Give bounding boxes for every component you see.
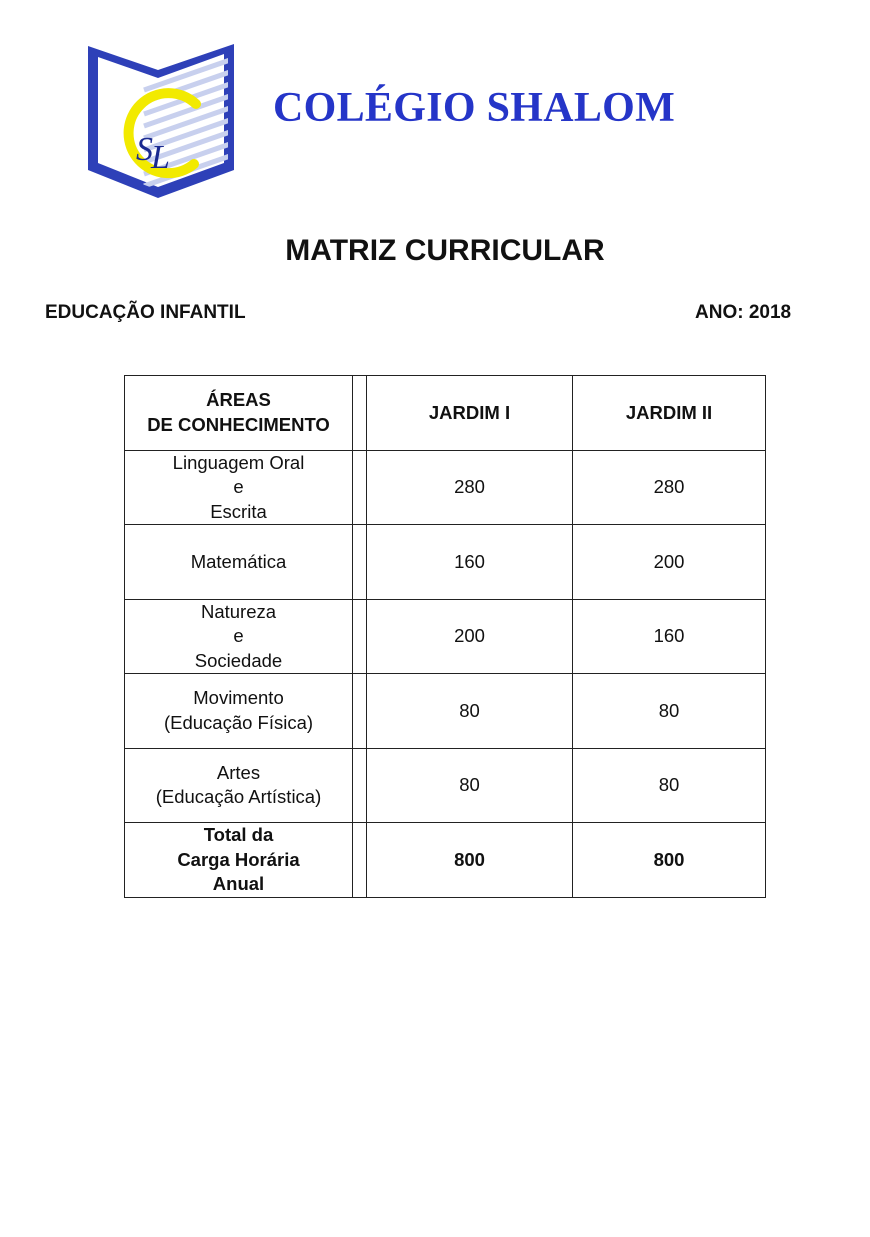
page-title: MATRIZ CURRICULAR — [285, 234, 605, 267]
total-label-line: Total da — [203, 824, 274, 845]
jardim-1-hours: 280 — [367, 450, 573, 525]
area-line: Linguagem Oral — [172, 451, 305, 473]
jardim-1-hours: 160 — [367, 525, 573, 600]
curriculum-table — [124, 375, 766, 898]
header-jardim-1: JARDIM I — [367, 376, 573, 451]
logo-letters: SL — [136, 131, 170, 176]
table-row — [125, 525, 766, 600]
total-row — [125, 823, 766, 898]
header-areas-line: DE CONHECIMENTO — [147, 413, 330, 435]
total-jardim-2: 800 — [573, 823, 766, 898]
area-cell — [125, 599, 353, 674]
year-label: ANO: 2018 — [695, 302, 792, 323]
jardim-2-hours: 80 — [573, 674, 766, 749]
area-cell — [125, 748, 353, 823]
area-line: (Educação Artística) — [155, 786, 322, 808]
area-cell — [125, 525, 353, 600]
area-line: (Educação Física) — [163, 711, 314, 733]
school-name: COLÉGIO SHALOM — [273, 85, 676, 131]
spacer-cell — [353, 674, 367, 749]
area-line: Matemática — [190, 550, 287, 572]
spacer-cell — [353, 599, 367, 674]
area-cell — [125, 674, 353, 749]
table-row — [125, 450, 766, 525]
jardim-1-hours: 80 — [367, 748, 573, 823]
spacer-cell — [353, 376, 367, 451]
education-level: EDUCAÇÃO INFANTIL — [45, 302, 246, 323]
spacer-cell — [353, 450, 367, 525]
area-line: Sociedade — [194, 649, 283, 671]
area-line: e — [233, 625, 244, 646]
jardim-1-hours: 80 — [367, 674, 573, 749]
table-header-row — [125, 376, 766, 451]
spacer-cell — [353, 748, 367, 823]
area-line: Natureza — [200, 600, 277, 622]
spacer-cell — [353, 823, 367, 898]
table-row — [125, 748, 766, 823]
area-line: Movimento — [193, 687, 284, 709]
jardim-1-hours: 200 — [367, 599, 573, 674]
header-jardim-2: JARDIM II — [573, 376, 766, 451]
total-label-line: Anual — [212, 873, 265, 894]
table-row — [125, 674, 766, 749]
header-areas — [125, 376, 353, 451]
area-line: Escrita — [210, 500, 267, 522]
area-cell — [125, 450, 353, 525]
total-jardim-1: 800 — [367, 823, 573, 898]
area-line: e — [233, 476, 244, 497]
jardim-2-hours: 200 — [573, 525, 766, 600]
area-line: Artes — [216, 761, 261, 783]
total-label-cell — [125, 823, 353, 898]
jardim-2-hours: 80 — [573, 748, 766, 823]
jardim-2-hours: 280 — [573, 450, 766, 525]
header-areas-line: ÁREAS — [206, 389, 271, 411]
table-row — [125, 599, 766, 674]
school-logo — [84, 42, 236, 202]
spacer-cell — [353, 525, 367, 600]
total-label-line: Carga Horária — [177, 848, 300, 870]
jardim-2-hours: 160 — [573, 599, 766, 674]
